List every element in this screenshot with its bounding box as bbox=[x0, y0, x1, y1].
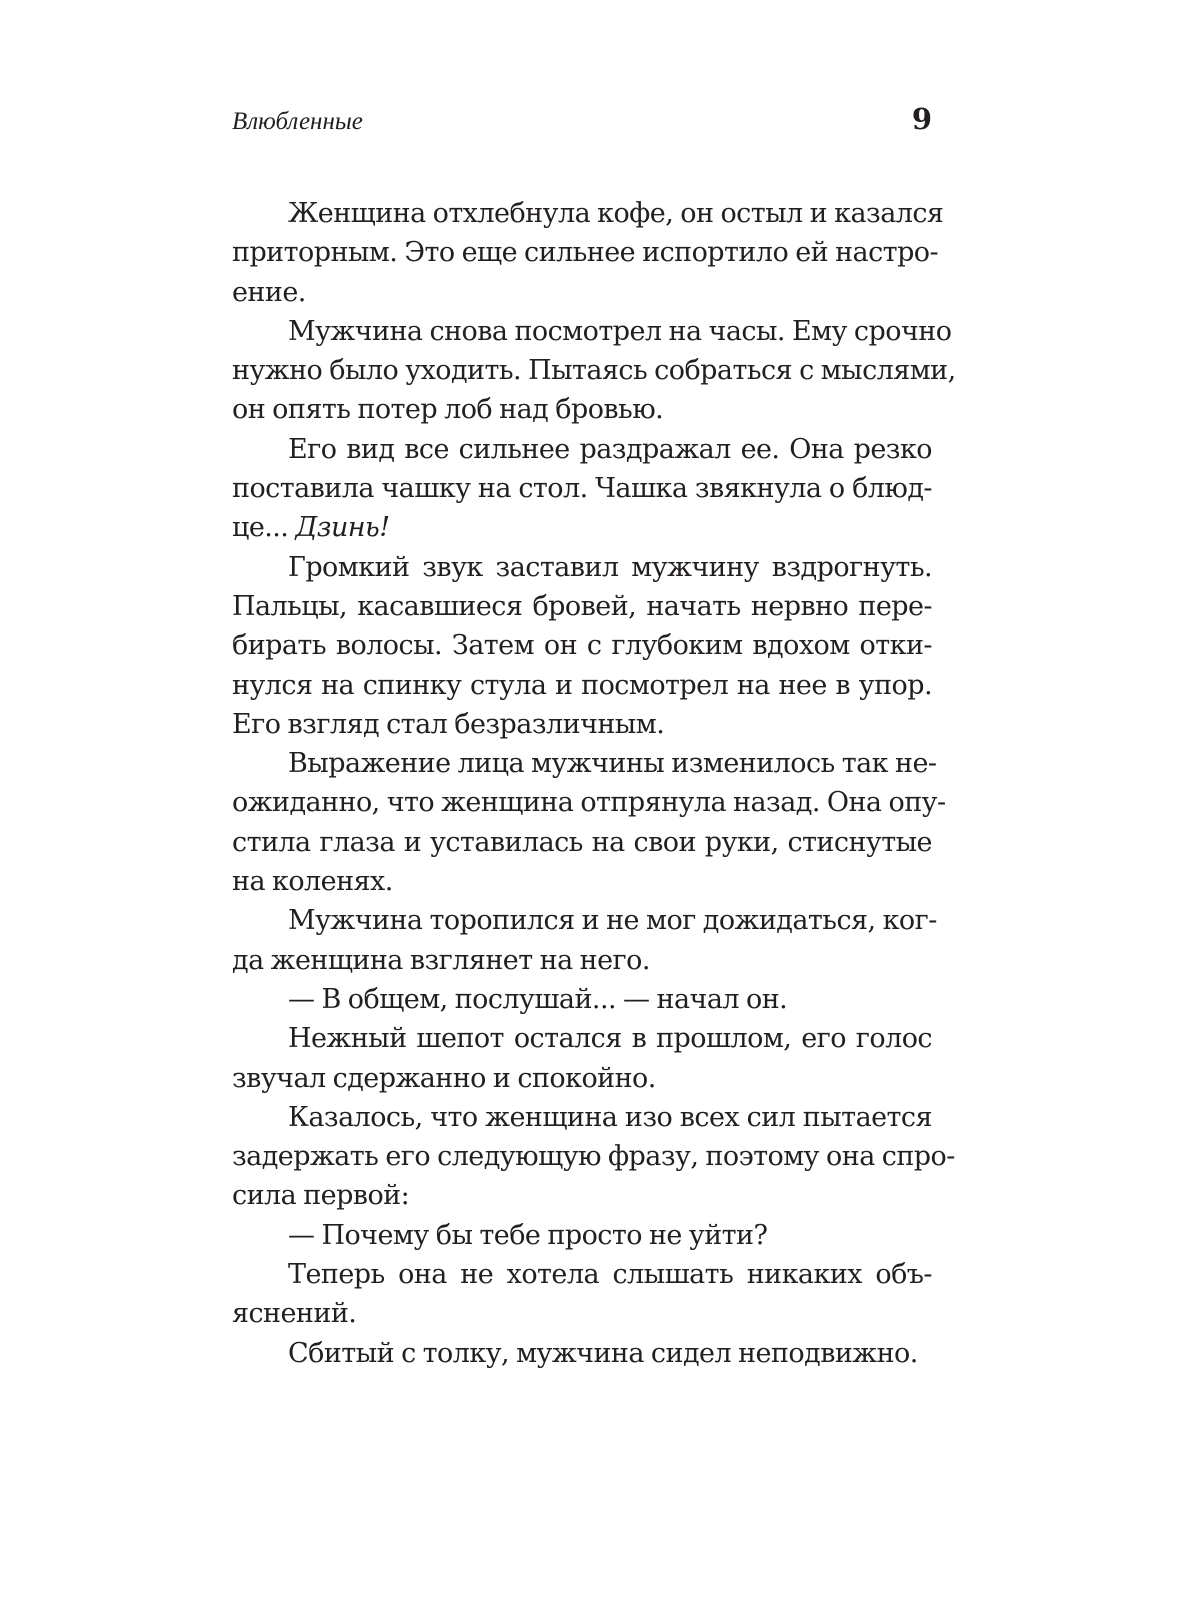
text-line: стила глаза и уставилась на свои руки, стиснутые bbox=[232, 826, 932, 858]
text-line: звучал сдержанно и спокойно. bbox=[232, 1062, 656, 1094]
dialogue-1 bbox=[232, 980, 932, 1019]
emphasis-text: Дзинь! bbox=[295, 512, 390, 544]
text-line: задержать его следующую фразу, поэтому она спро- bbox=[232, 1141, 955, 1173]
dialogue-2 bbox=[232, 1216, 932, 1255]
text-line: Его взгляд стал безразличным. bbox=[232, 708, 665, 740]
text-line: поставила чашку на стол. Чашка звякнула о блюд- bbox=[232, 473, 932, 505]
paragraph-5 bbox=[232, 744, 946, 901]
text-line: нужно было уходить. Пытаясь собраться с мыслями, bbox=[232, 355, 956, 387]
text-line: Мужчина снова посмотрел на часы. Ему срочно bbox=[288, 315, 952, 347]
text-line: ение. bbox=[232, 276, 306, 308]
text-line: на коленях. bbox=[232, 866, 393, 898]
text-line: Нежный шепот остался в прошлом, его голос bbox=[288, 1023, 932, 1055]
section-title: Влюбленные bbox=[232, 108, 363, 135]
text-line: Его вид все сильнее раздражал ее. Она резко bbox=[288, 433, 932, 465]
text-line: — В общем, послушай... — начал он. bbox=[288, 983, 788, 1015]
paragraph-3 bbox=[232, 430, 932, 548]
text-line: Сбитый с толку, мужчина сидел неподвижно. bbox=[288, 1337, 918, 1369]
text-line: Громкий звук заставил мужчину вздрогнуть. bbox=[288, 551, 932, 583]
text-line: Мужчина торопился и не мог дожидаться, ког- bbox=[288, 905, 937, 937]
running-head bbox=[232, 102, 932, 142]
text-line-with-emphasis bbox=[232, 508, 932, 547]
text-line: приторным. Это еще сильнее испортило ей настро- bbox=[232, 237, 939, 269]
text-line: сила первой: bbox=[232, 1180, 410, 1212]
text-line: — Почему бы тебе просто не уйти? bbox=[288, 1219, 768, 1251]
text-line: Казалось, что женщина изо всех сил пытается bbox=[288, 1101, 932, 1133]
text-line: Пальцы, касавшиеся бровей, начать нервно пере- bbox=[232, 590, 932, 622]
paragraph-4 bbox=[232, 548, 932, 744]
text-line: нулся на спинку стула и посмотрел на нее в упор. bbox=[232, 669, 932, 701]
text-line: Теперь она не хотела слышать никаких объ- bbox=[288, 1259, 932, 1291]
text-line: он опять потер лоб над бровью. bbox=[232, 394, 664, 426]
text-line: бирать волосы. Затем он с глубоким вдохом отки- bbox=[232, 630, 932, 662]
paragraph-9 bbox=[232, 1098, 955, 1216]
paragraph-11 bbox=[232, 1255, 932, 1334]
text-line: Выражение лица мужчины изменилось так не- bbox=[288, 748, 937, 780]
text-line: да женщина взглянет на него. bbox=[232, 944, 650, 976]
text-line: ожиданно, что женщина отпрянула назад. Она опу- bbox=[232, 787, 946, 819]
paragraph-12 bbox=[232, 1334, 932, 1373]
body-text bbox=[232, 194, 956, 1373]
paragraph-2 bbox=[232, 312, 956, 430]
paragraph-8 bbox=[232, 1019, 932, 1098]
page-number: 9 bbox=[911, 102, 932, 136]
paragraph-1 bbox=[232, 194, 944, 312]
text-fragment: це... bbox=[232, 512, 289, 544]
text-line: Женщина отхлебнула кофе, он остыл и казался bbox=[288, 198, 944, 229]
text-line: яснений. bbox=[232, 1298, 357, 1330]
paragraph-6 bbox=[232, 901, 937, 980]
